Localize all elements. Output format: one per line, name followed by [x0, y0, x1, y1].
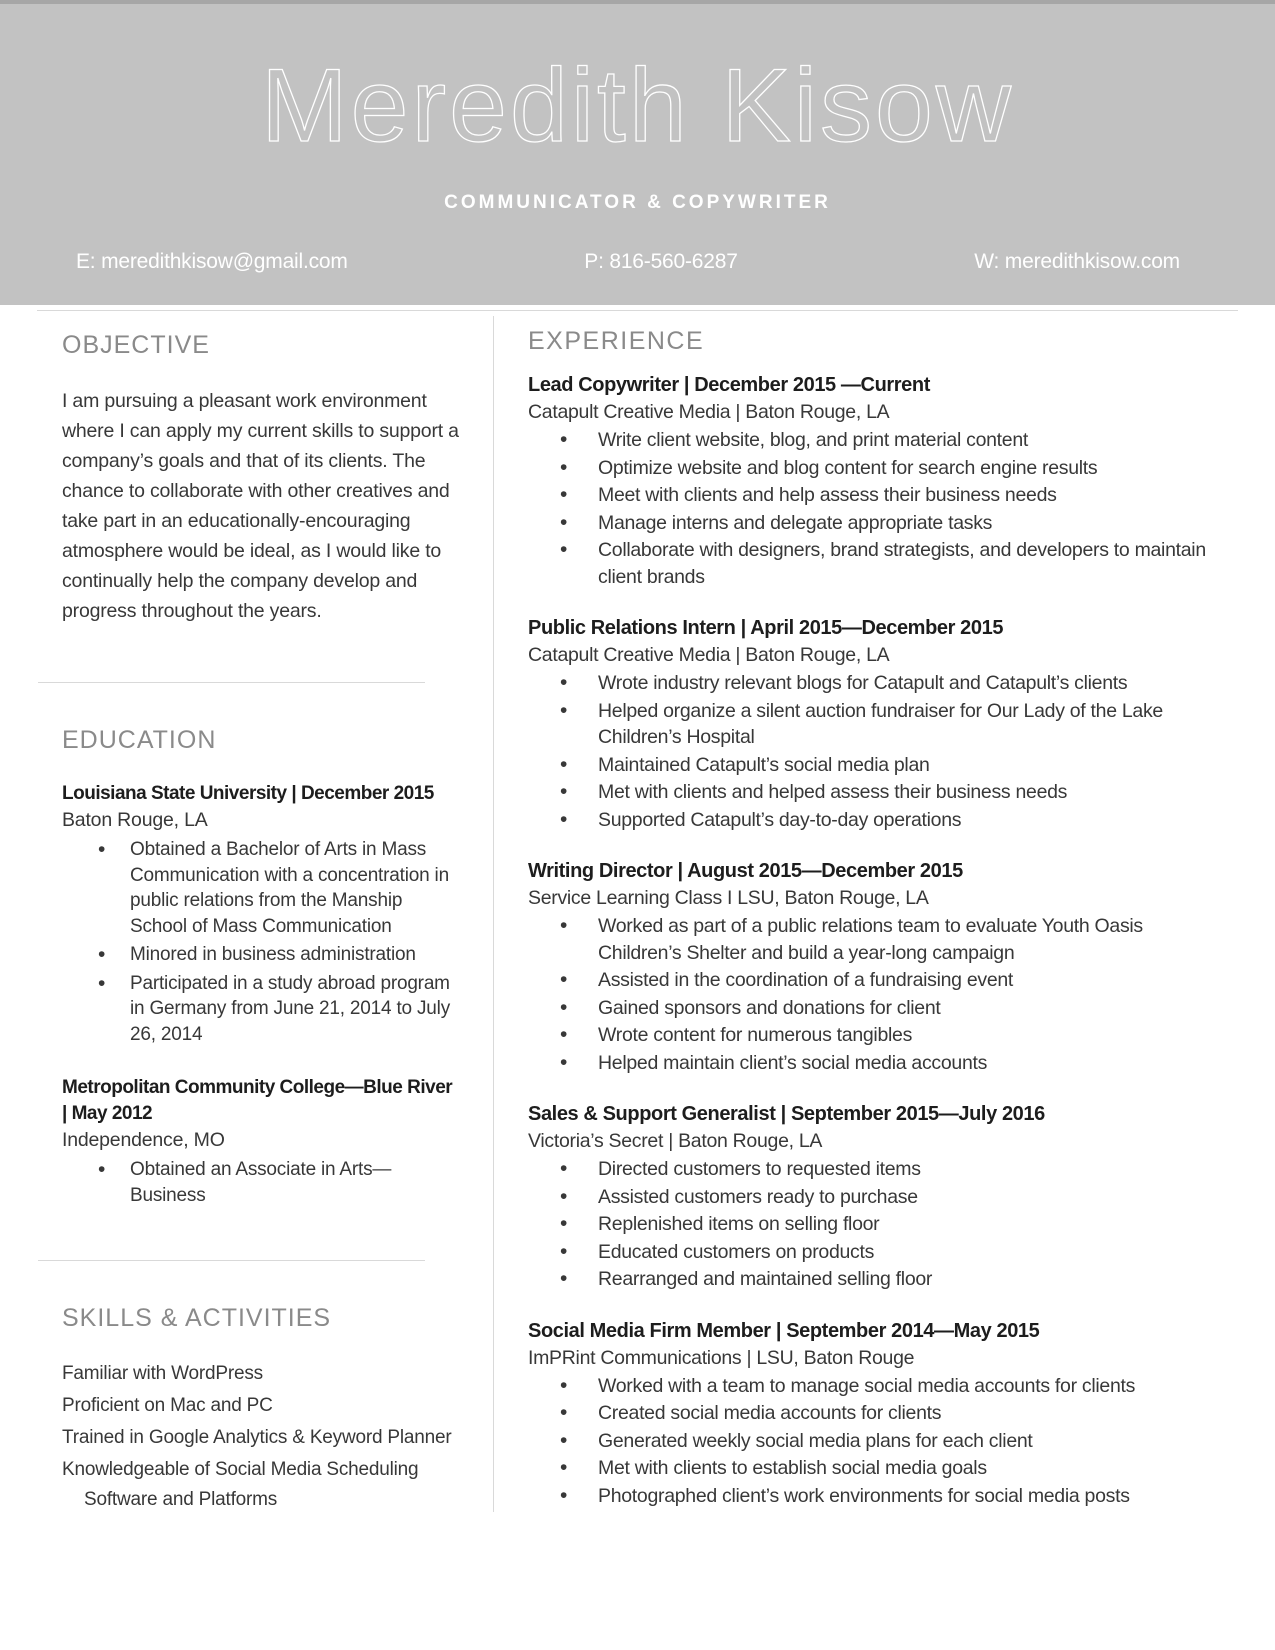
bullet-item: • Collaborate with designers, brand strategists, and developers to maintain client brands [598, 537, 1230, 590]
experience-column [528, 326, 1230, 1534]
bullet-item: • Educated customers on products [598, 1239, 1230, 1266]
job-title: Writing Director | August 2015—December 2015 [528, 860, 963, 882]
skill-item: Familiar with WordPress [62, 1363, 263, 1384]
bullet-item: • Met with clients and helped assess their business needs [598, 779, 1230, 806]
person-name: Meredith Kisow [261, 48, 1014, 164]
school-location: Independence, MO [62, 1129, 225, 1151]
job-bullets [528, 913, 1230, 1076]
job-entry [528, 858, 1230, 1076]
divider [38, 1260, 425, 1261]
job-title: Sales & Support Generalist | September 2015—July 2016 [528, 1103, 1045, 1125]
section-heading-objective: OBJECTIVE [62, 331, 210, 359]
bullet-item: • Generated weekly social media plans for each client [598, 1428, 1230, 1455]
job-title: Social Media Firm Member | September 2014—May 2015 [528, 1319, 1040, 1342]
objective-text: I am pursuing a pleasant work environment where I can apply my current skills to support a company’s goals and that of its clients. The chance to collaborate with other creatives and take part in an educationally-encouraging atmosphere would be ideal, as I would like to continually help the company develop and progress throughout the years. [62, 390, 459, 622]
skill-item: Proficient on Mac and PC [62, 1395, 273, 1416]
bullet-item: • Wrote industry relevant blogs for Catapult and Catapult’s clients [598, 670, 1230, 697]
left-column [62, 330, 460, 1517]
job-subtitle: ImPRint Communications | LSU, Baton Rouge [528, 1346, 915, 1369]
job-entry [528, 1318, 1230, 1510]
education-section [62, 725, 460, 1208]
bullet-item: • Obtained an Associate in Arts—Business [130, 1157, 460, 1208]
header [0, 0, 1275, 305]
job-bullets [528, 670, 1230, 833]
job-title: Lead Copywriter | December 2015 —Current [528, 374, 930, 396]
contact-bar [0, 250, 1275, 274]
section-heading-experience: EXPERIENCE [528, 327, 705, 355]
bullet-item: • Worked as part of a public relations team to evaluate Youth Oasis Children’s Shelter and build a year-long campaign [598, 913, 1230, 966]
bullet-item: • Helped maintain client’s social media accounts [598, 1050, 1230, 1077]
bullet-item: • Gained sponsors and donations for client [598, 995, 1230, 1022]
school-location: Baton Rouge, LA [62, 809, 208, 831]
job-subtitle: Catapult Creative Media | Baton Rouge, LA [528, 644, 890, 666]
section-heading-education: EDUCATION [62, 726, 217, 754]
bullet-item: • Directed customers to requested items [598, 1156, 1230, 1183]
bullet-item: • Maintained Catapult’s social media plan [598, 752, 1230, 779]
contact-email: E: meredithkisow@gmail.com [76, 250, 348, 274]
skills-section [62, 1303, 460, 1515]
school-title: Metropolitan Community College—Blue River | May 2012 [62, 1077, 453, 1124]
bullet-item: • Replenished items on selling floor [598, 1211, 1230, 1238]
bullet-item: • Obtained a Bachelor of Arts in Mass Communication with a concentration in public relations from the Manship School of Mass Communication [130, 837, 460, 939]
bullet-item: • Rearranged and maintained selling floor [598, 1266, 1230, 1293]
column-divider [493, 316, 494, 1512]
education-entry [62, 781, 460, 1047]
bullet-item: • Photographed client’s work environments for social media posts [598, 1483, 1230, 1510]
contact-website: W: meredithkisow.com [974, 250, 1180, 274]
person-title: COMMUNICATOR & COPYWRITER [444, 192, 831, 214]
bullet-item: • Assisted in the coordination of a fundraising event [598, 967, 1230, 994]
bullet-item: • Assisted customers ready to purchase [598, 1184, 1230, 1211]
job-subtitle: Service Learning Class I LSU, Baton Rouge, LA [528, 887, 929, 909]
education-entry [62, 1075, 460, 1208]
school-bullets [62, 1157, 460, 1208]
job-subtitle: Catapult Creative Media | Baton Rouge, LA [528, 401, 890, 423]
contact-phone: P: 816-560-6287 [584, 250, 738, 274]
job-entry [528, 1101, 1230, 1293]
bullet-item: • Met with clients to establish social media goals [598, 1455, 1230, 1482]
job-bullets [528, 427, 1230, 590]
job-entry [528, 372, 1230, 590]
school-bullets [62, 837, 460, 1047]
bullet-item: • Supported Catapult’s day-to-day operations [598, 807, 1230, 834]
bullet-item: • Created social media accounts for clients [598, 1400, 1230, 1427]
skill-item: Knowledgeable of Social Media Scheduling Software and Platforms [62, 1459, 419, 1510]
bullet-item: • Participated in a study abroad program in Germany from June 21, 2014 to July 26, 2014 [130, 971, 460, 1048]
section-heading-skills: SKILLS & ACTIVITIES [62, 1304, 332, 1332]
school-title: Louisiana State University | December 2015 [62, 783, 434, 804]
bullet-item: • Meet with clients and help assess their business needs [598, 482, 1230, 509]
bullet-item: • Helped organize a silent auction fundraiser for Our Lady of the Lake Children’s Hospital [598, 698, 1230, 751]
job-bullets [528, 1373, 1230, 1510]
divider [38, 682, 425, 683]
job-subtitle: Victoria’s Secret | Baton Rouge, LA [528, 1130, 823, 1152]
bullet-item: • Minored in business administration [130, 942, 460, 968]
bullet-item: • Wrote content for numerous tangibles [598, 1022, 1230, 1049]
objective-section [62, 330, 460, 626]
header-divider [37, 310, 1238, 311]
bullet-item: • Optimize website and blog content for search engine results [598, 455, 1230, 482]
job-entry [528, 615, 1230, 833]
bullet-item: • Manage interns and delegate appropriate tasks [598, 510, 1230, 537]
bullet-item: • Write client website, blog, and print material content [598, 427, 1230, 454]
skill-item: Trained in Google Analytics & Keyword Planner [62, 1427, 452, 1448]
job-bullets [528, 1156, 1230, 1293]
bullet-item: • Worked with a team to manage social media accounts for clients [598, 1373, 1230, 1400]
job-title: Public Relations Intern | April 2015—December 2015 [528, 617, 1004, 639]
